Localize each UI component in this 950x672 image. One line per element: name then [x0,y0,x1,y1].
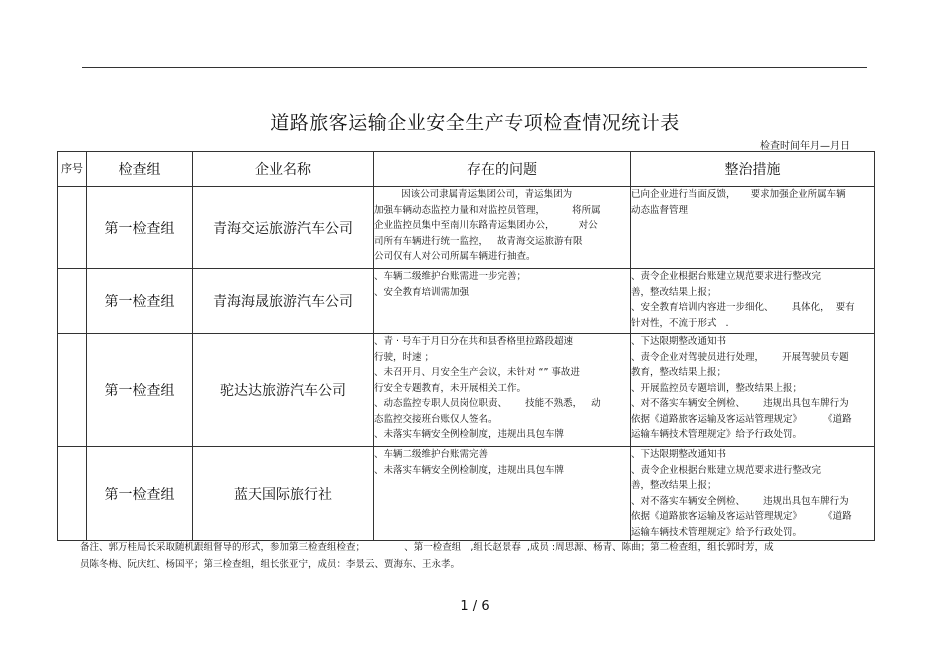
row-company: 驼达达旅游汽车公司 [193,334,374,447]
table-row [58,187,875,269]
page-title: 道路旅客运输企业安全生产专项检查情况统计表 [270,112,680,134]
row-company: 青海交运旅游汽车公司 [193,187,374,269]
row-issues [374,187,631,269]
row-seq [58,334,87,447]
row-measures [631,269,875,334]
issues-text: 、车辆二级维护台账需完善 、未落实车辆安全例检制度，违规出具包车牌 [374,449,565,476]
row-group: 第一检查组 [87,187,193,269]
row-seq [58,187,87,269]
measures-text: 、下达限期整改通知书 、责令企业对驾驶员进行处理， 开展驾驶员专题 教育，整改结果上报； 、开展监控员专题培训，整改结果上报； 、对不落实车辆安全例检、 违规出具包车牌行为 依据《道路旅客运输及客运站管理规定》 《道路 运输车辆技术管理规定》给予行政处罚。 [631,336,852,440]
row-company: 青海海晟旅游汽车公司 [193,269,374,334]
row-measures [631,447,875,541]
row-company: 蓝天国际旅行社 [193,447,374,541]
row-measures [631,334,875,447]
header-measures: 整治措施 [631,152,875,187]
measures-text: 、责令企业根据台账建立规范要求进行整改完 善，整改结果上报； 、安全教育培训内容进一步细化、 具体化， 要有 针对性，不流于形式 . [631,271,855,329]
row-issues [374,447,631,541]
row-issues [374,334,631,447]
row-seq [58,447,87,541]
measures-text: 、下达限期整改通知书 、责令企业根据台账建立规范要求进行整改完 善，整改结果上报； 、对不落实车辆安全例检、 违规出具包车牌行为 依据《道路旅客运输及客运站管理规定》 《道路 运输车辆技术管理规定》给予行政处罚。 [631,449,852,538]
header-company: 企业名称 [193,152,374,187]
header-group: 检查组 [87,152,193,187]
table-row [58,447,875,541]
row-group: 第一检查组 [87,269,193,334]
page-number: 1 / 6 [460,599,490,614]
inspection-table [57,151,875,541]
table-row [58,334,875,447]
table-header-row [58,152,875,187]
row-group: 第一检查组 [87,447,193,541]
measures-text: 已向企业进行当面反馈， 要求加强企业所属车辆 动态监督管理 [631,189,846,216]
issues-text: 因该公司隶属青运集团公司，青运集团为 加强车辆动态监控力量和对监控员管理， 将所属 企业监控员集中至南川东路青运集团办公， 对公 司所有车辆进行统一监控， 故青海交运旅游有限 公司仅有人对公司所属车辆进行抽查。 [374,189,601,262]
row-group: 第一检查组 [87,334,193,447]
row-measures [631,187,875,269]
row-seq [58,269,87,334]
header-seq: 序号 [58,152,87,187]
remark-note: 备注、郭万桂局长采取随机跟组督导的形式，参加第三检查组检查； 、第一检查组 ,组长赵景春 ,成员 :周思源、杨青、陈曲；第二检查组，组长郭时芳，成 员陈冬梅、阮庆红、杨国平；第三检查组，组长张亚宁，成员：李景云、贾海东、王永孝。 [80,542,774,570]
top-rule [82,67,867,68]
row-issues [374,269,631,334]
header-issues: 存在的问题 [374,152,631,187]
issues-text: 、车辆二级维护台账需进一步完善； 、安全教育培训需加强 [374,271,527,298]
inspection-date: 检查时间年月—月日 [760,141,850,152]
table-row [58,269,875,334]
issues-text: 、青 · 号车于月日分在共和县香格里拉路段超速 行驶，时速 ； 、未召开月、月安全生产会议，未针对 “” 事故进 行安全专题教育，未开展相关工作。 、动态监控专职人员岗位职责、 技能不熟悉， 动 态监控交接班台账仅人签名。 、未落实车辆安全例检制度，违规出具包车牌 [374,336,601,440]
